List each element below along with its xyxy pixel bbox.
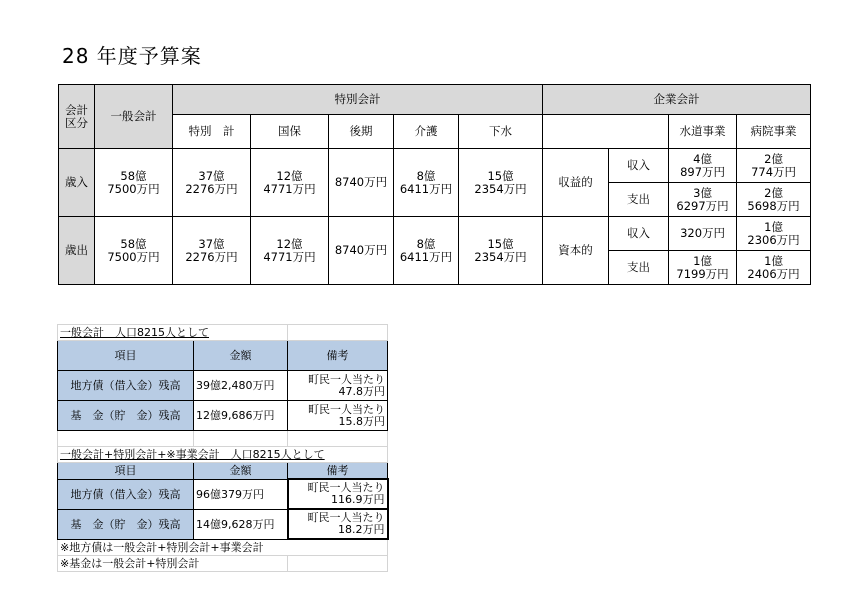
expenditure-general-l1: 58億 (120, 236, 147, 251)
value-line: 2306万円 (747, 232, 800, 247)
col-enterprise-blank (543, 115, 669, 149)
empty-cell (288, 325, 388, 341)
page-title: 28 年度予算案 (62, 44, 202, 68)
footnote-fund: ※基金は一般会計+特別会計 (58, 556, 288, 572)
expenditure-kokuho (251, 217, 329, 285)
col-water: 水道事業 (669, 115, 737, 149)
budget-table (58, 84, 811, 285)
empty-cell (194, 431, 288, 447)
revenue-special-total (173, 149, 251, 217)
value-line: 5698万円 (747, 198, 800, 213)
value-line: 320万円 (680, 226, 726, 240)
revenue-gesui (459, 149, 543, 217)
water-value (669, 251, 737, 285)
debt2-header-note: 備考 (288, 463, 388, 480)
enterprise-type-revenue: 収益的 (543, 149, 609, 217)
expenditure-special-total-l1: 37億 (198, 236, 225, 251)
expenditure-gesui (459, 217, 543, 285)
revenue-special-total-l2: 2276万円 (185, 181, 238, 196)
hospital-value (737, 183, 811, 217)
sub-label: 支出 (609, 183, 669, 217)
note-line: 町民一人当たり (308, 372, 385, 386)
expenditure-general-l2: 7500万円 (107, 249, 160, 264)
expenditure-kouki-l1: 8740万円 (334, 243, 388, 257)
col-hospital: 病院事業 (737, 115, 811, 149)
category-header-line1: 会計 (65, 102, 88, 117)
note-line: 116.9万円 (331, 493, 385, 506)
debt1-note-fund (288, 401, 388, 431)
value-line: 4億 (693, 151, 712, 166)
expenditure-special-total-l2: 2276万円 (185, 249, 238, 264)
debt2-caption: 一般会計+特別会計+※事業会計 人口8215人として (58, 447, 388, 463)
value-line: 6297万円 (676, 198, 729, 213)
enterprise-type-capital: 資本的 (543, 217, 609, 285)
expenditure-gesui-l1: 15億 (487, 236, 514, 251)
debt2-item-loan: 地方債（借入金）残高 (58, 479, 194, 509)
hospital-value (737, 217, 811, 251)
revenue-general-l2: 7500万円 (107, 181, 160, 196)
revenue-kouki (329, 149, 394, 217)
debt1-amount-loan: 39億2,480万円 (194, 371, 288, 401)
revenue-kokuho (251, 149, 329, 217)
debt1-header-amount: 金額 (194, 341, 288, 371)
debt2-note-loan (288, 479, 388, 509)
value-line: 897万円 (680, 164, 726, 179)
category-header (59, 85, 95, 149)
category-header-line2: 区分 (65, 115, 88, 130)
row-label-expenditure: 歳出 (59, 217, 95, 285)
revenue-gesui-l1: 15億 (487, 168, 514, 183)
debt2-amount-loan: 96億379万円 (194, 479, 288, 509)
row-label-revenue: 歳入 (59, 149, 95, 217)
special-account-header: 特別会計 (173, 85, 543, 115)
revenue-special-total-l1: 37億 (198, 168, 225, 183)
general-account-header: 一般会計 (95, 85, 173, 149)
value-line: 2406万円 (747, 266, 800, 281)
sub-label: 収入 (609, 217, 669, 251)
water-value (669, 149, 737, 183)
hospital-value (737, 251, 811, 285)
debt2-note-fund (288, 509, 388, 539)
debt2-item-fund: 基 金（貯 金）残高 (58, 509, 194, 539)
revenue-kokuho-l2: 4771万円 (263, 181, 316, 196)
debt-sheet (57, 324, 389, 572)
revenue-kokuho-l1: 12億 (276, 168, 303, 183)
col-kouki: 後期 (329, 115, 394, 149)
note-line: 47.8万円 (338, 384, 385, 398)
note-line: 町民一人当たり (307, 511, 385, 524)
expenditure-kokuho-l2: 4771万円 (263, 249, 316, 264)
note-line: 15.8万円 (338, 414, 385, 428)
debt2-header-item: 項目 (58, 463, 194, 480)
debt1-note-loan (288, 371, 388, 401)
expenditure-kouki (329, 217, 394, 285)
revenue-general (95, 149, 173, 217)
empty-cell (58, 431, 194, 447)
value-line: 2億 (764, 151, 783, 166)
revenue-kaigo-l1: 8億 (416, 168, 436, 183)
debt1-caption: 一般会計 人口8215人として (58, 325, 288, 341)
revenue-kaigo-l2: 6411万円 (399, 181, 453, 196)
revenue-kouki-l1: 8740万円 (334, 175, 388, 189)
water-value (669, 217, 737, 251)
debt1-item-fund: 基 金（貯 金）残高 (58, 401, 194, 431)
expenditure-kaigo-l2: 6411万円 (399, 249, 453, 264)
value-line: 2億 (764, 185, 783, 200)
expenditure-kaigo-l1: 8億 (416, 236, 436, 251)
note-line: 町民一人当たり (308, 402, 385, 416)
footnote-loan: ※地方債は一般会計+特別会計+事業会計 (58, 539, 388, 556)
note-line: 18.2万円 (338, 523, 385, 536)
col-special-total: 特別 計 (173, 115, 251, 149)
value-line: 3億 (693, 185, 712, 200)
col-gesui: 下水 (459, 115, 543, 149)
note-line: 町民一人当たり (307, 481, 385, 494)
expenditure-kokuho-l1: 12億 (276, 236, 303, 251)
debt2-amount-fund: 14億9,628万円 (194, 509, 288, 539)
expenditure-kaigo (394, 217, 459, 285)
hospital-value (737, 149, 811, 183)
debt1-header-note: 備考 (288, 341, 388, 371)
sub-label: 支出 (609, 251, 669, 285)
revenue-kaigo (394, 149, 459, 217)
expenditure-gesui-l2: 2354万円 (474, 249, 527, 264)
debt1-item-loan: 地方債（借入金）残高 (58, 371, 194, 401)
revenue-general-l1: 58億 (120, 168, 147, 183)
revenue-gesui-l2: 2354万円 (474, 181, 527, 196)
enterprise-account-header: 企業会計 (543, 85, 811, 115)
debt2-header-amount: 金額 (194, 463, 288, 480)
debt1-header-item: 項目 (58, 341, 194, 371)
value-line: 1億 (693, 253, 712, 268)
expenditure-special-total (173, 217, 251, 285)
value-line: 1億 (764, 219, 783, 234)
water-value (669, 183, 737, 217)
col-kaigo: 介護 (394, 115, 459, 149)
empty-cell (288, 431, 388, 447)
value-line: 774万円 (751, 164, 797, 179)
empty-cell (288, 556, 388, 572)
value-line: 7199万円 (676, 266, 729, 281)
expenditure-general (95, 217, 173, 285)
col-kokuho: 国保 (251, 115, 329, 149)
sub-label: 収入 (609, 149, 669, 183)
debt1-amount-fund: 12億9,686万円 (194, 401, 288, 431)
value-line: 1億 (764, 253, 783, 268)
